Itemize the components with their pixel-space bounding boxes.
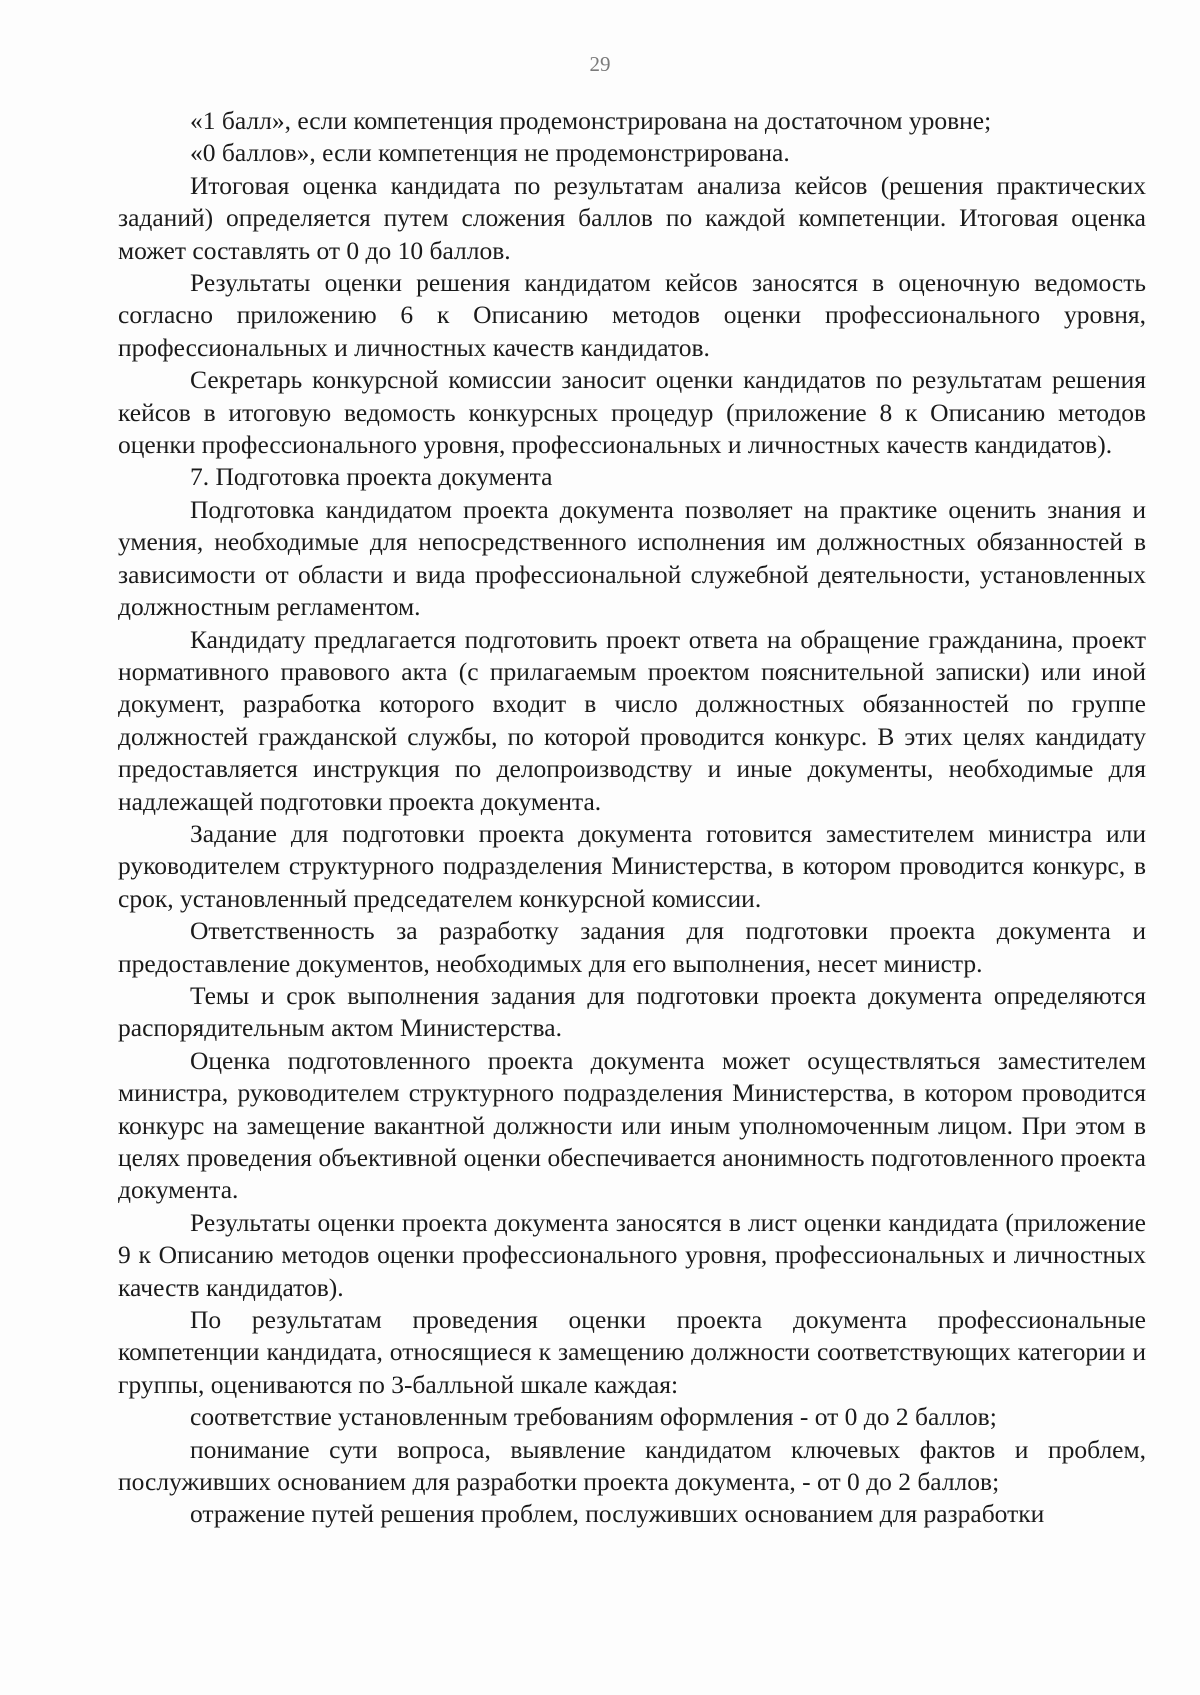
paragraph-score-0: «0 баллов», если компетенция не продемонстрирована.	[190, 138, 790, 168]
paragraph-secretary: Секретарь конкурсной комиссии заносит оценки кандидатов по результатам решения кейсов в итоговую ведомость конкурсных процедур (приложение 8 к Описанию методов оценки профессионального уровня, профессиональных и личностных качеств кандидатов).	[118, 365, 1146, 460]
paragraph-responsibility: Ответственность за разработку задания для подготовки проекта документа и предоставление документов, необходимых для его выполнения, несет министр.	[118, 916, 1146, 978]
paragraph-case-results: Результаты оценки решения кандидатом кейсов заносятся в оценочную ведомость согласно приложению 6 к Описанию методов оценки профессионального уровня, профессиональных и личностных качеств кандидатов.	[118, 268, 1146, 362]
document-body	[118, 105, 1146, 1531]
paragraph-score-1: «1 балл», если компетенция продемонстрирована на достаточном уровне;	[190, 106, 992, 135]
paragraph-draft-purpose: Подготовка кандидатом проекта документа позволяет на практике оценить знания и умения, необходимые для непосредственного исполнения им должностных обязанностей в зависимости от области и вида профессиональной служебной деятельности, установленных должностным регламентом.	[118, 494, 1146, 622]
paragraph-scale: По результатам проведения оценки проекта документа профессиональные компетенции кандидата, относящиеся к замещению должности соответствующих категории и группы, оцениваются по 3-балльной шкале каждая:	[118, 1305, 1146, 1399]
paragraph-topics: Темы и срок выполнения задания для подготовки проекта документа определяются распорядительным актом Министерства.	[118, 980, 1146, 1043]
paragraph-criterion-understanding: понимание сути вопроса, выявление кандидатом ключевых фактов и проблем, послуживших основанием для разработки проекта документа, - от 0 до 2 баллов;	[118, 1434, 1146, 1497]
page-number: 29	[589, 52, 611, 76]
paragraph-results-sheet: Результаты оценки проекта документа заносятся в лист оценки кандидата (приложение 9 к Описанию методов оценки профессионального уровня, профессиональных и личностных качеств кандидатов).	[118, 1207, 1146, 1302]
paragraph-candidate-task: Кандидату предлагается подготовить проект ответа на обращение гражданина, проект нормативного правового акта (с прилагаемым проектом пояснительной записки) или иной документ, разработка которого входит в число должностных обязанностей по группе должностей гражданской службы, по которой проводится конкурс. В этих целях кандидату предоставляется инструкция по делопроизводству и иные документы, необходимые для надлежащей подготовки проекта документа.	[118, 624, 1146, 816]
paragraph-task-preparation: Задание для подготовки проекта документа готовится заместителем министра или руководителем структурного подразделения Министерства, в котором проводится конкурс, в срок, установленный председателем конкурсной комиссии.	[118, 818, 1146, 913]
section-heading: 7. Подготовка проекта документа	[190, 462, 553, 492]
paragraph-final-score: Итоговая оценка кандидата по результатам анализа кейсов (решения практических заданий) определяется путем сложения баллов по каждой компетенции. Итоговая оценка может составлять от 0 до 10 баллов.	[118, 170, 1146, 265]
paragraph-criterion-solutions: отражение путей решения проблем, послуживших основанием для разработки	[190, 1499, 1045, 1529]
paragraph-criterion-format: соответствие установленным требованиям оформления - от 0 до 2 баллов;	[190, 1402, 997, 1432]
paragraph-evaluation: Оценка подготовленного проекта документа может осуществляться заместителем министра, руководителем структурного подразделения Министерства, в котором проводится конкурс на замещение вакантной должности или иным уполномоченным лицом. При этом в целях проведения объективной оценки обеспечивается анонимность подготовленного проекта документа.	[118, 1045, 1146, 1205]
